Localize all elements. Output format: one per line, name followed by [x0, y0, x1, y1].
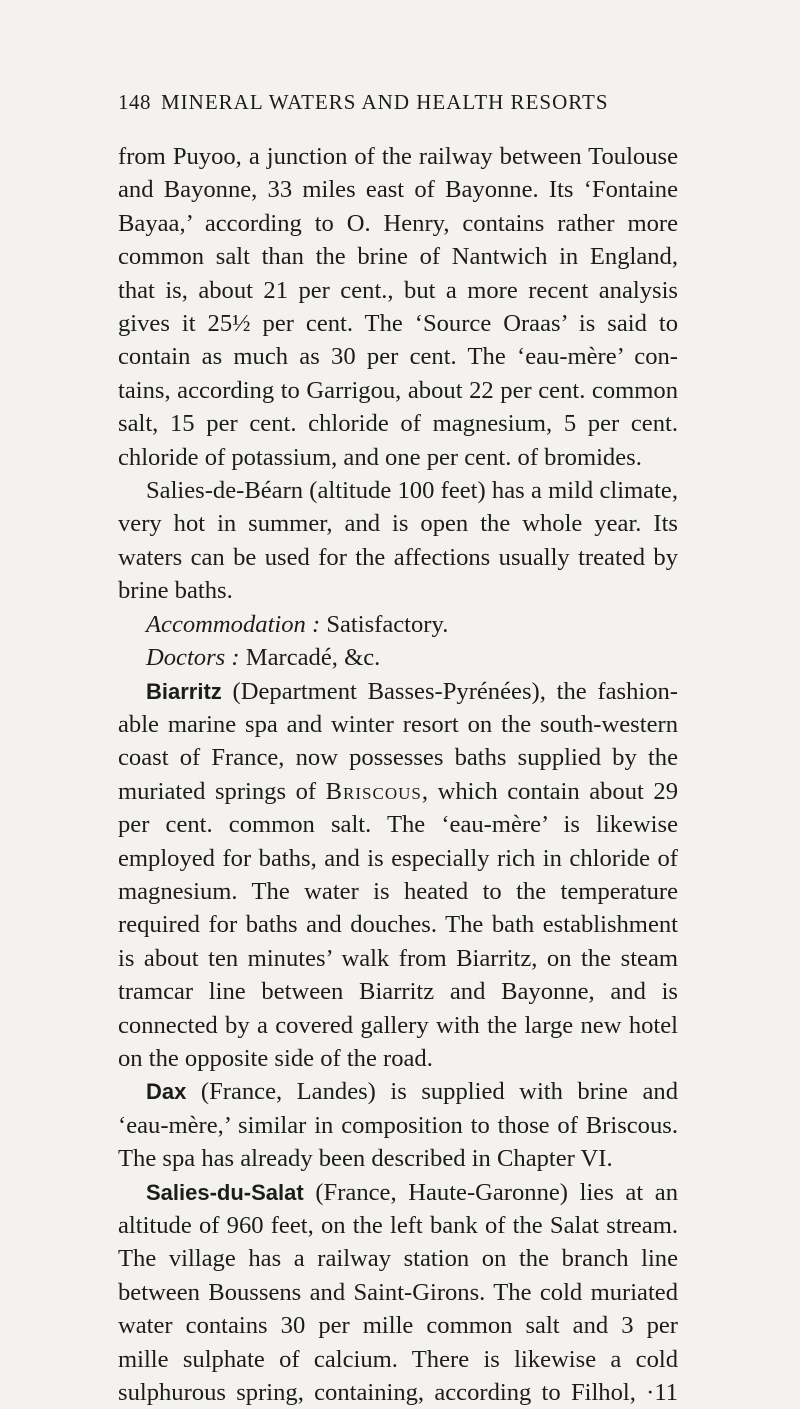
salies-du-salat-heading: Salies-du-Salat — [146, 1179, 304, 1205]
biarritz-first-line — [118, 675, 678, 708]
dax-heading: Dax — [146, 1079, 187, 1105]
text-line: and Bayonne, 33 miles east of Bayonne. Its ‘Fontaine — [118, 176, 678, 204]
text-line: on the opposite side of the road. — [118, 1044, 433, 1072]
text-line: from Puyoo, a junction of the railway between Toulouse — [118, 143, 678, 170]
text-line: contain as much as 30 per cent. The ‘eau-mère’ con- — [118, 343, 678, 371]
text-line: between Boussens and Saint-Girons. The cold muriated — [118, 1278, 678, 1306]
accommodation-value: Satisfactory. — [326, 610, 449, 638]
text-line: gives it 25½ per cent. The ‘Source Oraas’ is said to — [118, 310, 678, 338]
page-number: 148 — [118, 90, 151, 114]
accommodation-line — [118, 608, 678, 641]
text-line: sulphurous spring, containing, according to Filhol, ·11 — [118, 1379, 678, 1407]
text-line: The spa has already been described in Chapter VI. — [118, 1145, 613, 1173]
text-line: brine baths. — [118, 577, 233, 605]
running-title: MINERAL WATERS AND HEALTH RESORTS — [161, 90, 609, 114]
page-header — [118, 90, 678, 115]
text-line: mille sulphate of calcium. There is likewise a cold — [118, 1345, 678, 1373]
biarritz-heading: Biarritz — [146, 678, 222, 704]
text-fragment: (France, Haute-Garonne) lies at an — [303, 1178, 678, 1206]
body-text — [118, 140, 678, 1409]
text-fragment: (France, Landes) is supplied with brine and — [186, 1078, 678, 1106]
text-line: Salies-de-Béarn (altitude 100 feet) has a mild climate, — [146, 477, 678, 505]
text-line: waters can be used for the affections usually treated by — [118, 543, 678, 571]
text-line: tains, according to Garrigou, about 22 per cent. common — [118, 376, 678, 404]
text-line: employed for baths, and is especially rich in chloride of — [118, 844, 678, 872]
briscous-line — [118, 775, 678, 808]
text-line: able marine spa and winter resort on the south-western — [118, 710, 678, 738]
text-line: salt, 15 per cent. chloride of magnesium, 5 per cent. — [118, 410, 678, 438]
dax-first-line — [118, 1075, 678, 1108]
doctors-value: Marcadé, &c. — [245, 644, 381, 672]
text-line: chloride of potassium, and one per cent. of bromides. — [118, 443, 642, 471]
text-line: very hot in summer, and is open the whole year. Its — [118, 510, 678, 538]
text-line: ‘eau-mère,’ similar in composition to those of Briscous. — [118, 1111, 678, 1139]
briscous-name: Briscous — [325, 777, 422, 805]
text-line: The village has a railway station on the branch line — [118, 1245, 678, 1273]
text-line: water contains 30 per mille common salt and 3 per — [118, 1312, 678, 1340]
text-line: is about ten minutes’ walk from Biarritz, on the steam — [118, 944, 678, 972]
text-line: common salt than the brine of Nantwich in England, — [118, 243, 678, 271]
text-line: that is, about 21 per cent., but a more recent analysis — [118, 276, 678, 304]
salies-first-line — [118, 1176, 678, 1209]
text-line: altitude of 960 feet, on the left bank of the Salat stream. — [118, 1212, 678, 1239]
accommodation-label: Accommodation : — [146, 610, 321, 638]
text-line: tramcar line between Biarritz and Bayonne, and is — [118, 978, 678, 1006]
doctors-line — [118, 641, 678, 674]
doctors-label: Doctors : — [146, 644, 240, 672]
text-line: required for baths and douches. The bath establishment — [118, 911, 678, 939]
text-fragment: , which contain about 29 — [421, 777, 679, 805]
text-line: coast of France, now possesses baths supplied by the — [118, 744, 678, 772]
text-fragment: (Department Basses-Pyrénées), the fashion- — [221, 677, 678, 705]
text-line: connected by a covered gallery with the large new hotel — [118, 1011, 678, 1039]
text-line: magnesium. The water is heated to the temperature — [118, 877, 678, 905]
text-line: per cent. common salt. The ‘eau-mère’ is likewise — [118, 811, 678, 839]
text-fragment: muriated springs of — [118, 777, 326, 805]
text-line: Bayaa,’ according to O. Henry, contains rather more — [118, 209, 678, 237]
